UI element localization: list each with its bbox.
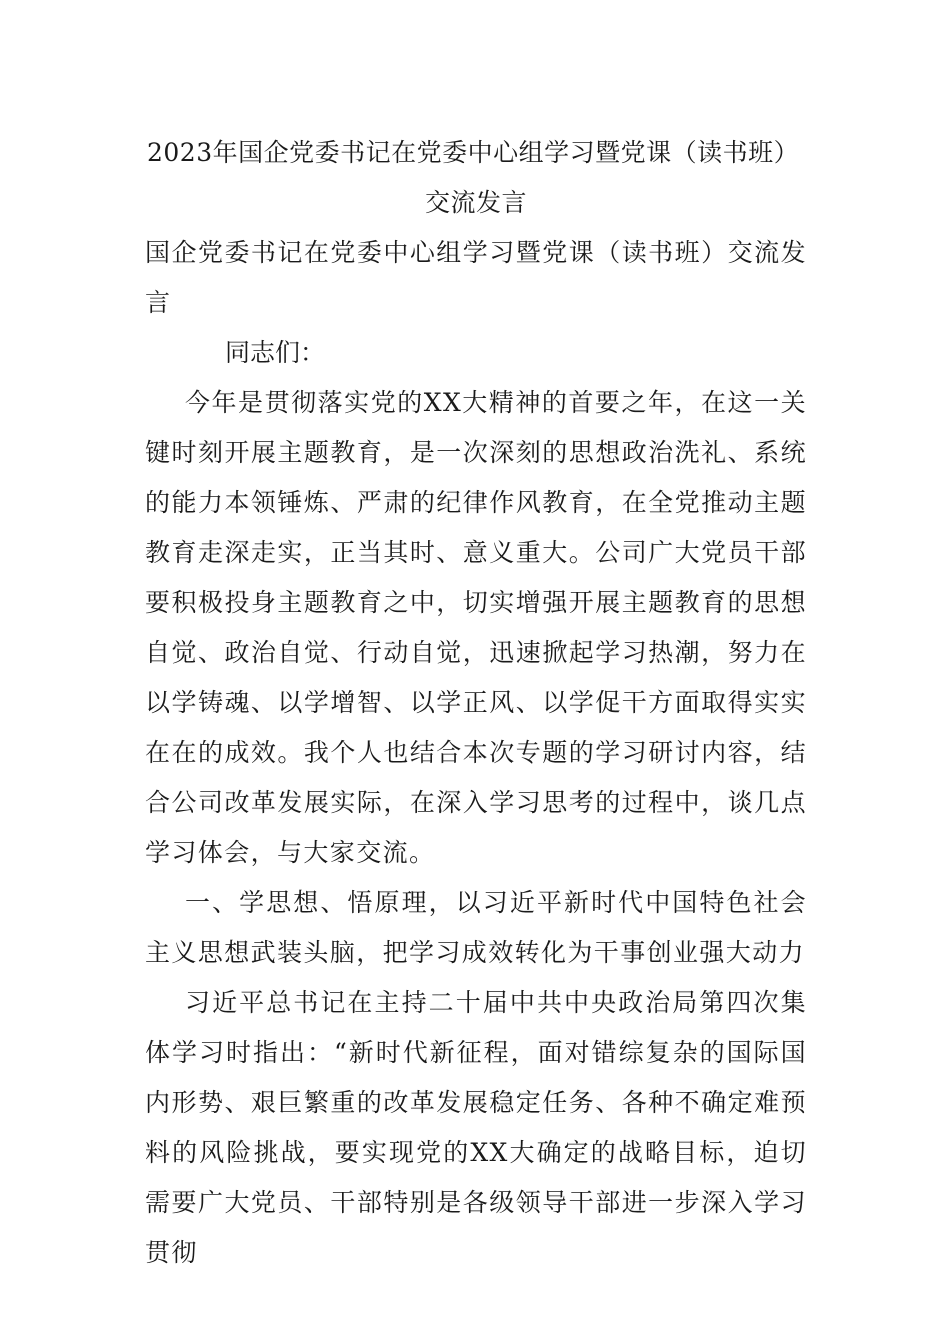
document-subtitle: 国企党委书记在党委中心组学习暨党课（读书班）交流发言 (145, 238, 807, 317)
document-title-line-1: 2023年国企党委书记在党委中心组学习暨党课（读书班） (147, 138, 800, 167)
document-body (145, 128, 807, 1278)
section-heading-1: 一、学思想、悟原理，以习近平新时代中国特色社会主义思想武装头脑，把学习成效转化为干事创业强大动力 (145, 888, 807, 967)
document-title-line-2: 交流发言 (424, 188, 527, 217)
salutation: 同志们： (225, 338, 326, 367)
paragraph-section-1: 习近平总书记在主持二十届中共中央政治局第四次集体学习时指出：“新时代新征程，面对错综复杂的国际国内形势、艰巨繁重的改革发展稳定任务、各种不确定难预料的风险挑战，要实现党的XX大确定的战略目标，迫切需要广大党员、干部特别是各级领导干部进一步深入学习贯彻 (145, 988, 807, 1267)
paragraph-intro: 今年是贯彻落实党的XX大精神的首要之年，在这一关键时刻开展主题教育，是一次深刻的思想政治洗礼、系统的能力本领锤炼、严肃的纪律作风教育，在全党推动主题教育走深走实，正当其时、意义重大。公司广大党员干部要积极投身主题教育之中，切实增强开展主题教育的思想自觉、政治自觉、行动自觉，迅速掀起学习热潮，努力在以学铸魂、以学增智、以学正风、以学促干方面取得实实在在的成效。我个人也结合本次专题的学习研讨内容，结合公司改革发展实际，在深入学习思考的过程中，谈几点学习体会，与大家交流。 (145, 388, 807, 867)
